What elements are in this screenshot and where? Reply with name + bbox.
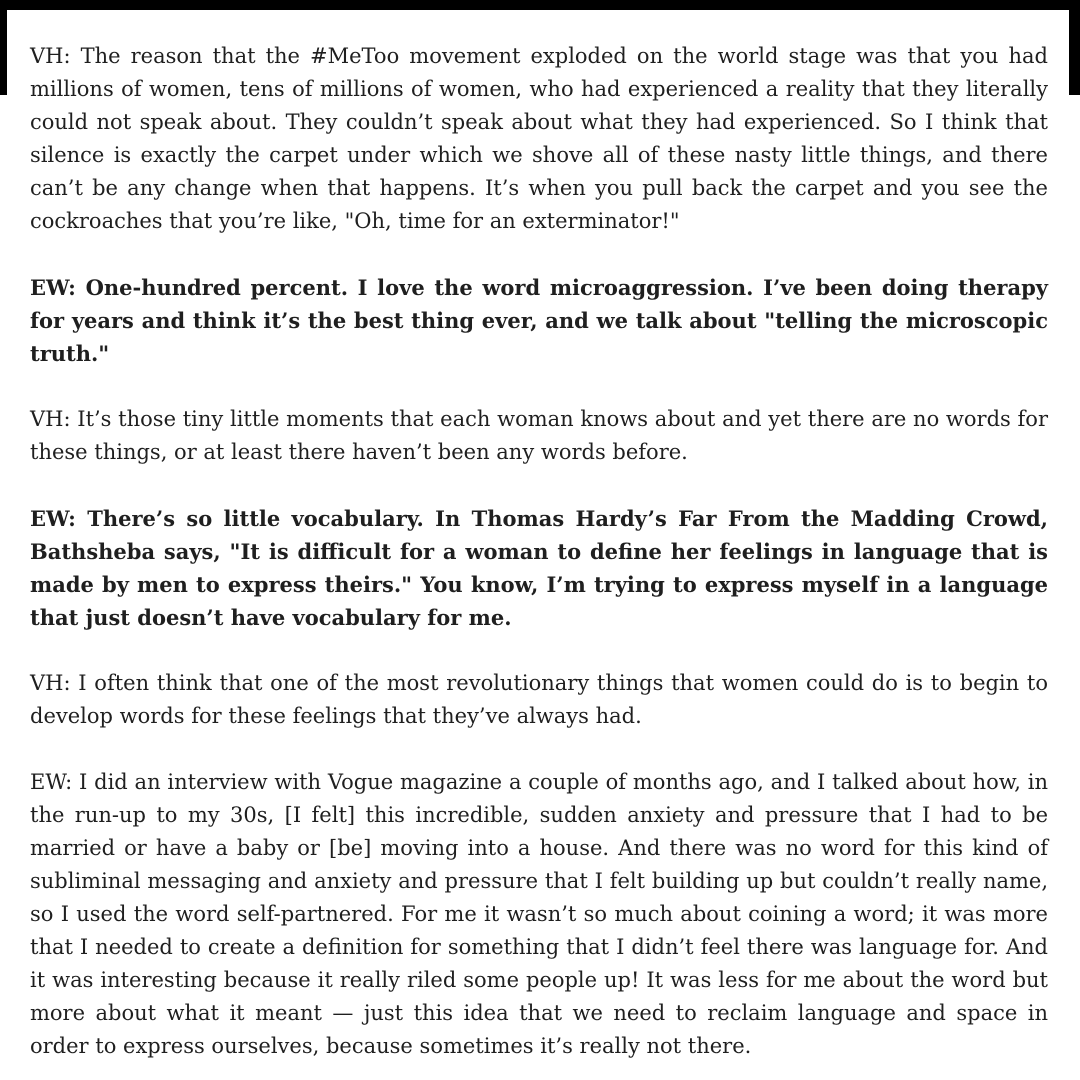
right-border-bar — [1069, 0, 1080, 95]
transcript-paragraph-vh-2: VH: It’s those tiny little moments that each woman knows about and yet there are no words for these things, or at least there haven’t been any words before. — [30, 407, 1048, 464]
left-border-bar — [0, 0, 7, 95]
transcript-paragraph-vh-1: VH: The reason that the #MeToo movement exploded on the world stage was that you had millions of women, tens of millions of women, who had experienced a reality that they literally could not speak about. They couldn’t speak about what they had experienced. So I think that silence is exactly the carpet under which we shove all of these nasty little things, and there can’t be any change when that happens. It’s when you pull back the carpet and you see the cockroaches that you’re like, "Oh, time for an exterminator!" — [30, 44, 1048, 233]
transcript-body — [30, 40, 1048, 1080]
transcript-paragraph-ew-2: EW: There’s so little vocabulary. In Thomas Hardy’s Far From the Madding Crowd, Bathsheba says, "It is difficult for a woman to define her feelings in language that is made by men to express theirs." You know, I’m trying to express myself in a language that just doesn’t have vocabulary for me. — [30, 506, 1048, 630]
transcript-paragraph-ew-3: EW: I did an interview with Vogue magazine a couple of months ago, and I talked about how, in the run-up to my 30s, [I felt] this incredible, sudden anxiety and pressure that I had to be married or have a baby or [be] moving into a house. And there was no word for this kind of subliminal messaging and anxiety and pressure that I felt building up but couldn’t really name, so I used the word self-partnered. For me it wasn’t so much about coining a word; it was more that I needed to create a definition for something that I didn’t feel there was language for. And it was interesting because it really riled some people up! It was less for me about the word but more about what it meant — just this idea that we need to reclaim language and space in order to express ourselves, because sometimes it’s really not there. — [30, 770, 1048, 1058]
top-border-bar — [0, 0, 1080, 10]
transcript-paragraph-ew-1: EW: One-hundred percent. I love the word microaggression. I’ve been doing therapy for years and think it’s the best thing ever, and we talk about "telling the microscopic truth." — [30, 275, 1048, 366]
transcript-paragraph-vh-3: VH: I often think that one of the most revolutionary things that women could do is to begin to develop words for these feelings that they’ve always had. — [30, 671, 1048, 728]
